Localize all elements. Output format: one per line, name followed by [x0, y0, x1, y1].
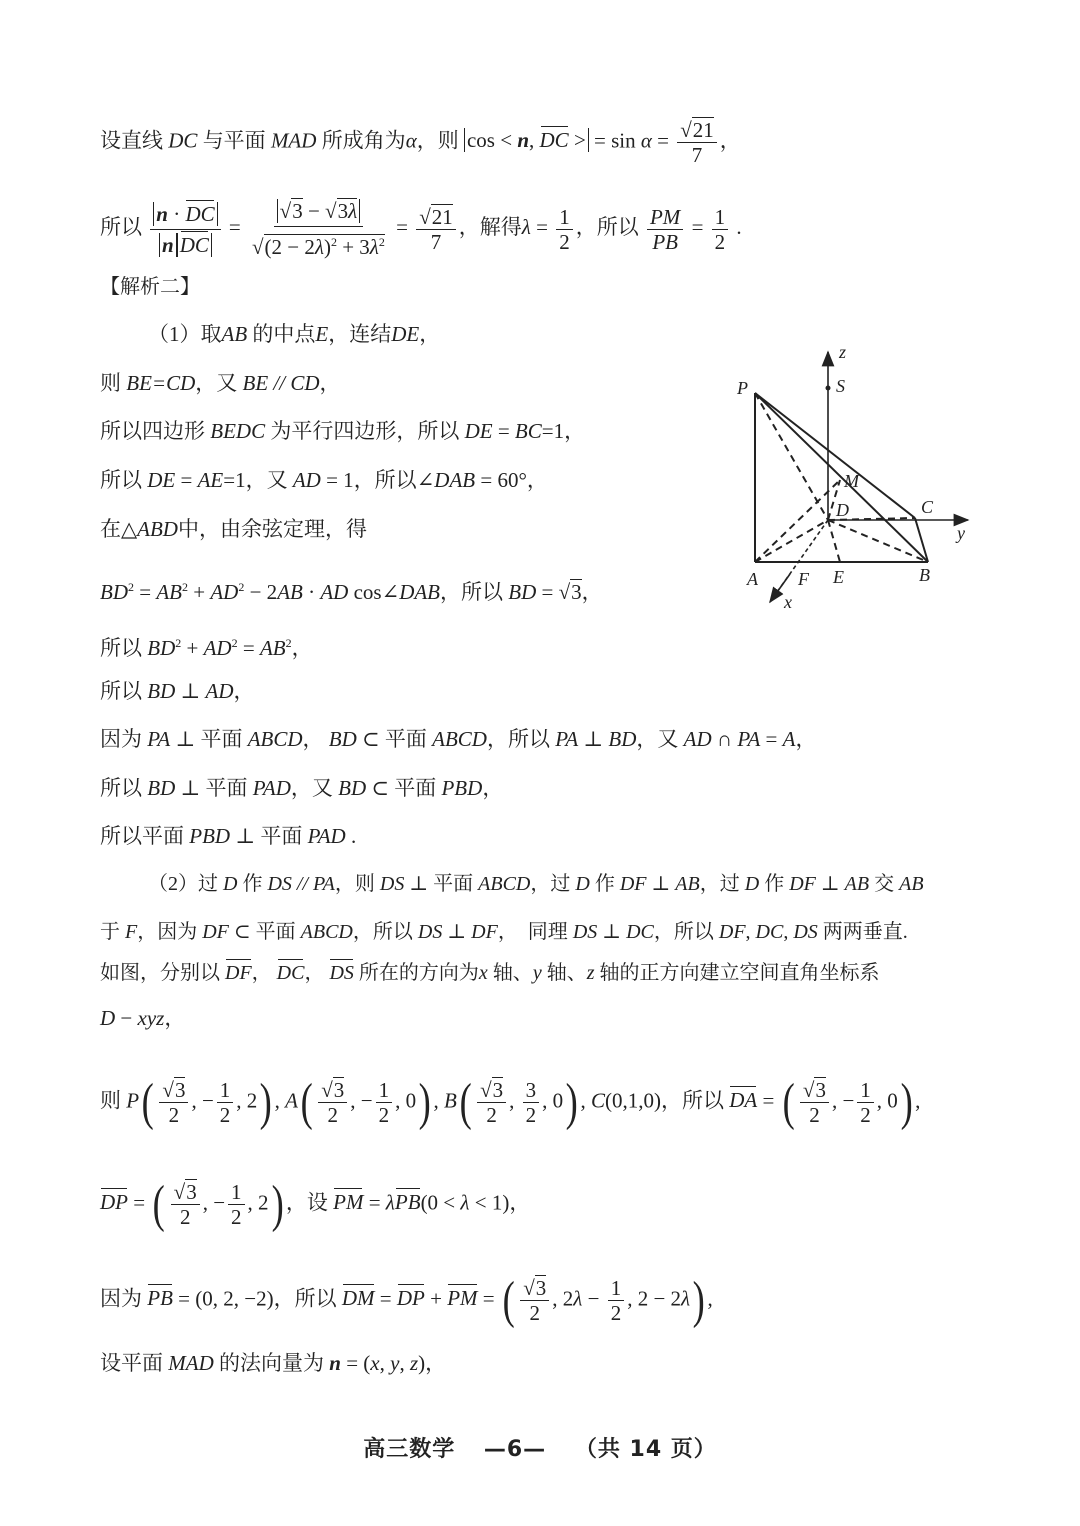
- text-line: 如图，分别以 DF， DC， DS 所在的方向为x 轴、y 轴、z 轴的正方向建立空间直角坐标系: [100, 958, 880, 988]
- text-line: 因为 PA ⊥ 平面 ABCD， BD ⊂ 平面 ABCD，所以 PA ⊥ BD，又 AD ∩ PA = A，: [100, 727, 817, 751]
- text-line: （1）取AB 的中点E，连结DE，: [148, 322, 441, 346]
- footer-subject: 高三数学: [363, 1437, 456, 1462]
- text-line: 于 F，因为 DF ⊂ 平面 ABCD，所以 DS ⊥ DF， 同理 DS ⊥ DC，所以 DF, DC, DS 两两垂直.: [100, 921, 908, 943]
- text-line: 所以 $\frac{n \cdot DC}{\text{n DC}}$ = $\frac{√3 - √3\lambda}{√(2 - 2\lambda)^2 + 3\lambda^2}$ = $\frac{√21}{7}$ ，解得λ = $\frac{1}{2}$ ，所以 $\frac{PM}{PB}$ = $\frac{1}{2}$ .: [100, 196, 742, 262]
- figure-label-e: E: [833, 567, 844, 587]
- text-line: DP = ( $\frac{√3}{2}$ , − $\frac{1}{2}$ , 2) ，设 PM = λPB(0 < λ < 1)，: [100, 1175, 531, 1233]
- footer-total-pages: （共 14 页）: [574, 1437, 717, 1462]
- figure-label-y: y: [957, 523, 965, 543]
- page-footer: [0, 1432, 1080, 1463]
- footer-page-number: —6—: [483, 1437, 547, 1462]
- text-line: （2）过 D 作 DS // PA，则 DS ⊥ 平面 ABCD，过 D 作 DF ⊥ AB，过 D 作 DF ⊥ AB 交 AB: [148, 873, 924, 895]
- text-line: 所以 $BD^2 + AD^2 = AB^2$，: [100, 636, 313, 660]
- geometry-figure: [720, 340, 990, 620]
- text-line: D − xyz，: [100, 1006, 186, 1030]
- text-line: 所以平面 PBD ⊥ 平面 PAD .: [100, 824, 357, 848]
- figure-label-x: x: [784, 592, 792, 612]
- text-line: $BD^2 = AB^2 + AD^2 - 2AB$ · AD cos∠DAB，所以 BD = √3，: [100, 580, 603, 604]
- figure-label-f: F: [798, 569, 809, 589]
- figure-label-a: A: [747, 569, 758, 589]
- text-line: 所以四边形 BEDC 为平行四边形，所以 DE = BC=1，: [100, 419, 586, 443]
- figure-label-m: M: [844, 471, 859, 491]
- text-line: 所以 BD ⊥ 平面 PAD，又 BD ⊂ 平面 PBD，: [100, 776, 504, 800]
- text-line: 则 BE=CD，又 BE // CD，: [100, 371, 341, 395]
- figure-label-z: z: [839, 342, 847, 362]
- figure-label-d: D: [836, 500, 849, 520]
- text-line: 设平面 MAD 的法向量为 n = (x, y, z)，: [100, 1351, 447, 1375]
- figure-label-c: C: [921, 497, 934, 517]
- text-line: 设直线 DC 与平面 MAD 所成角为α，则 cos < n, DC > = sin α = $\frac{√21}{7}$ ，: [100, 118, 741, 167]
- text-line: 在△ABD中，由余弦定理，得: [100, 517, 367, 541]
- figure-label-s: S: [836, 376, 845, 396]
- figure-label-b: B: [919, 565, 930, 585]
- text-line: 因为 PB = (0, 2, −2)，所以 DM = DP + PM = ( $\frac{√3}{2}$ , 2λ − $\frac{1}{2}$ , 2 − 2λ) ,: [100, 1271, 713, 1329]
- figure-label-p: P: [737, 378, 748, 398]
- text-line: 所以 BD ⊥ AD，: [100, 679, 255, 703]
- text-line: 所以 DE = AE=1，又 AD = 1，所以∠DAB = 60°，: [100, 468, 548, 492]
- text-line: 则 P( $\frac{√3}{2}$ , − $\frac{1}{2}$ , 2) , A( $\frac{√3}{2}$ , − $\frac{1}{2}$ , 0) , B( $\frac{√3}{2}$ , $\frac{3}{2}$ , 0) , C(0,1,0)，所以 DA = ( $\frac{√3}{2}$ , − $\frac{1}{2}$ , 0) ,: [100, 1073, 921, 1131]
- section-heading: 【解析二】: [100, 274, 200, 298]
